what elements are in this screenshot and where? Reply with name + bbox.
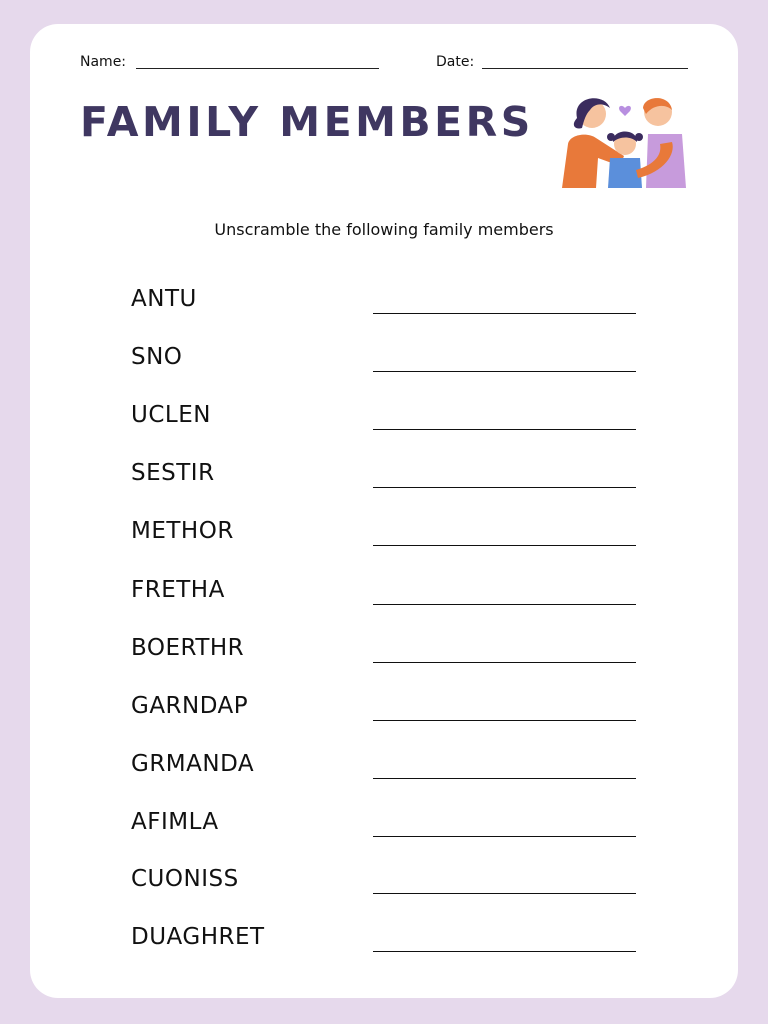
page-title: FAMILY MEMBERS: [80, 98, 534, 146]
scrambled-word: SNO: [131, 344, 183, 370]
word-row: [30, 693, 738, 733]
name-line[interactable]: [136, 68, 379, 69]
scrambled-word: AFIMLA: [131, 809, 219, 835]
answer-line[interactable]: [373, 487, 636, 488]
date-label: Date:: [436, 54, 475, 70]
answer-line[interactable]: [373, 836, 636, 837]
answer-line[interactable]: [373, 604, 636, 605]
word-row: [30, 866, 738, 906]
word-row: [30, 402, 738, 442]
scrambled-word: DUAGHRET: [131, 924, 265, 950]
answer-line[interactable]: [373, 371, 636, 372]
date-line[interactable]: [482, 68, 688, 69]
word-row: [30, 344, 738, 384]
scrambled-word: METHOR: [131, 518, 234, 544]
answer-line[interactable]: [373, 778, 636, 779]
scrambled-word: BOERTHR: [131, 635, 245, 661]
word-row: [30, 286, 738, 326]
word-row: [30, 635, 738, 675]
scrambled-word: GARNDAP: [131, 693, 249, 719]
answer-line[interactable]: [373, 720, 636, 721]
scrambled-word: FRETHA: [131, 577, 225, 603]
answer-line[interactable]: [373, 662, 636, 663]
family-hug-illustration: [554, 92, 692, 196]
instructions: Unscramble the following family members: [214, 220, 554, 239]
answer-line[interactable]: [373, 429, 636, 430]
scrambled-word: ANTU: [131, 286, 197, 312]
scrambled-word: GRMANDA: [131, 751, 255, 777]
worksheet-page: [30, 24, 738, 998]
name-label: Name:: [80, 54, 127, 70]
word-row: [30, 577, 738, 617]
scrambled-word: SESTIR: [131, 460, 215, 486]
answer-line[interactable]: [373, 545, 636, 546]
word-row: [30, 518, 738, 558]
scrambled-word: UCLEN: [131, 402, 211, 428]
word-row: [30, 809, 738, 849]
answer-line[interactable]: [373, 313, 636, 314]
word-row: [30, 460, 738, 500]
answer-line[interactable]: [373, 893, 636, 894]
word-row: [30, 751, 738, 791]
answer-line[interactable]: [373, 951, 636, 952]
scrambled-word: CUONISS: [131, 866, 239, 892]
heart-icon: [619, 106, 631, 116]
word-row: [30, 924, 738, 964]
